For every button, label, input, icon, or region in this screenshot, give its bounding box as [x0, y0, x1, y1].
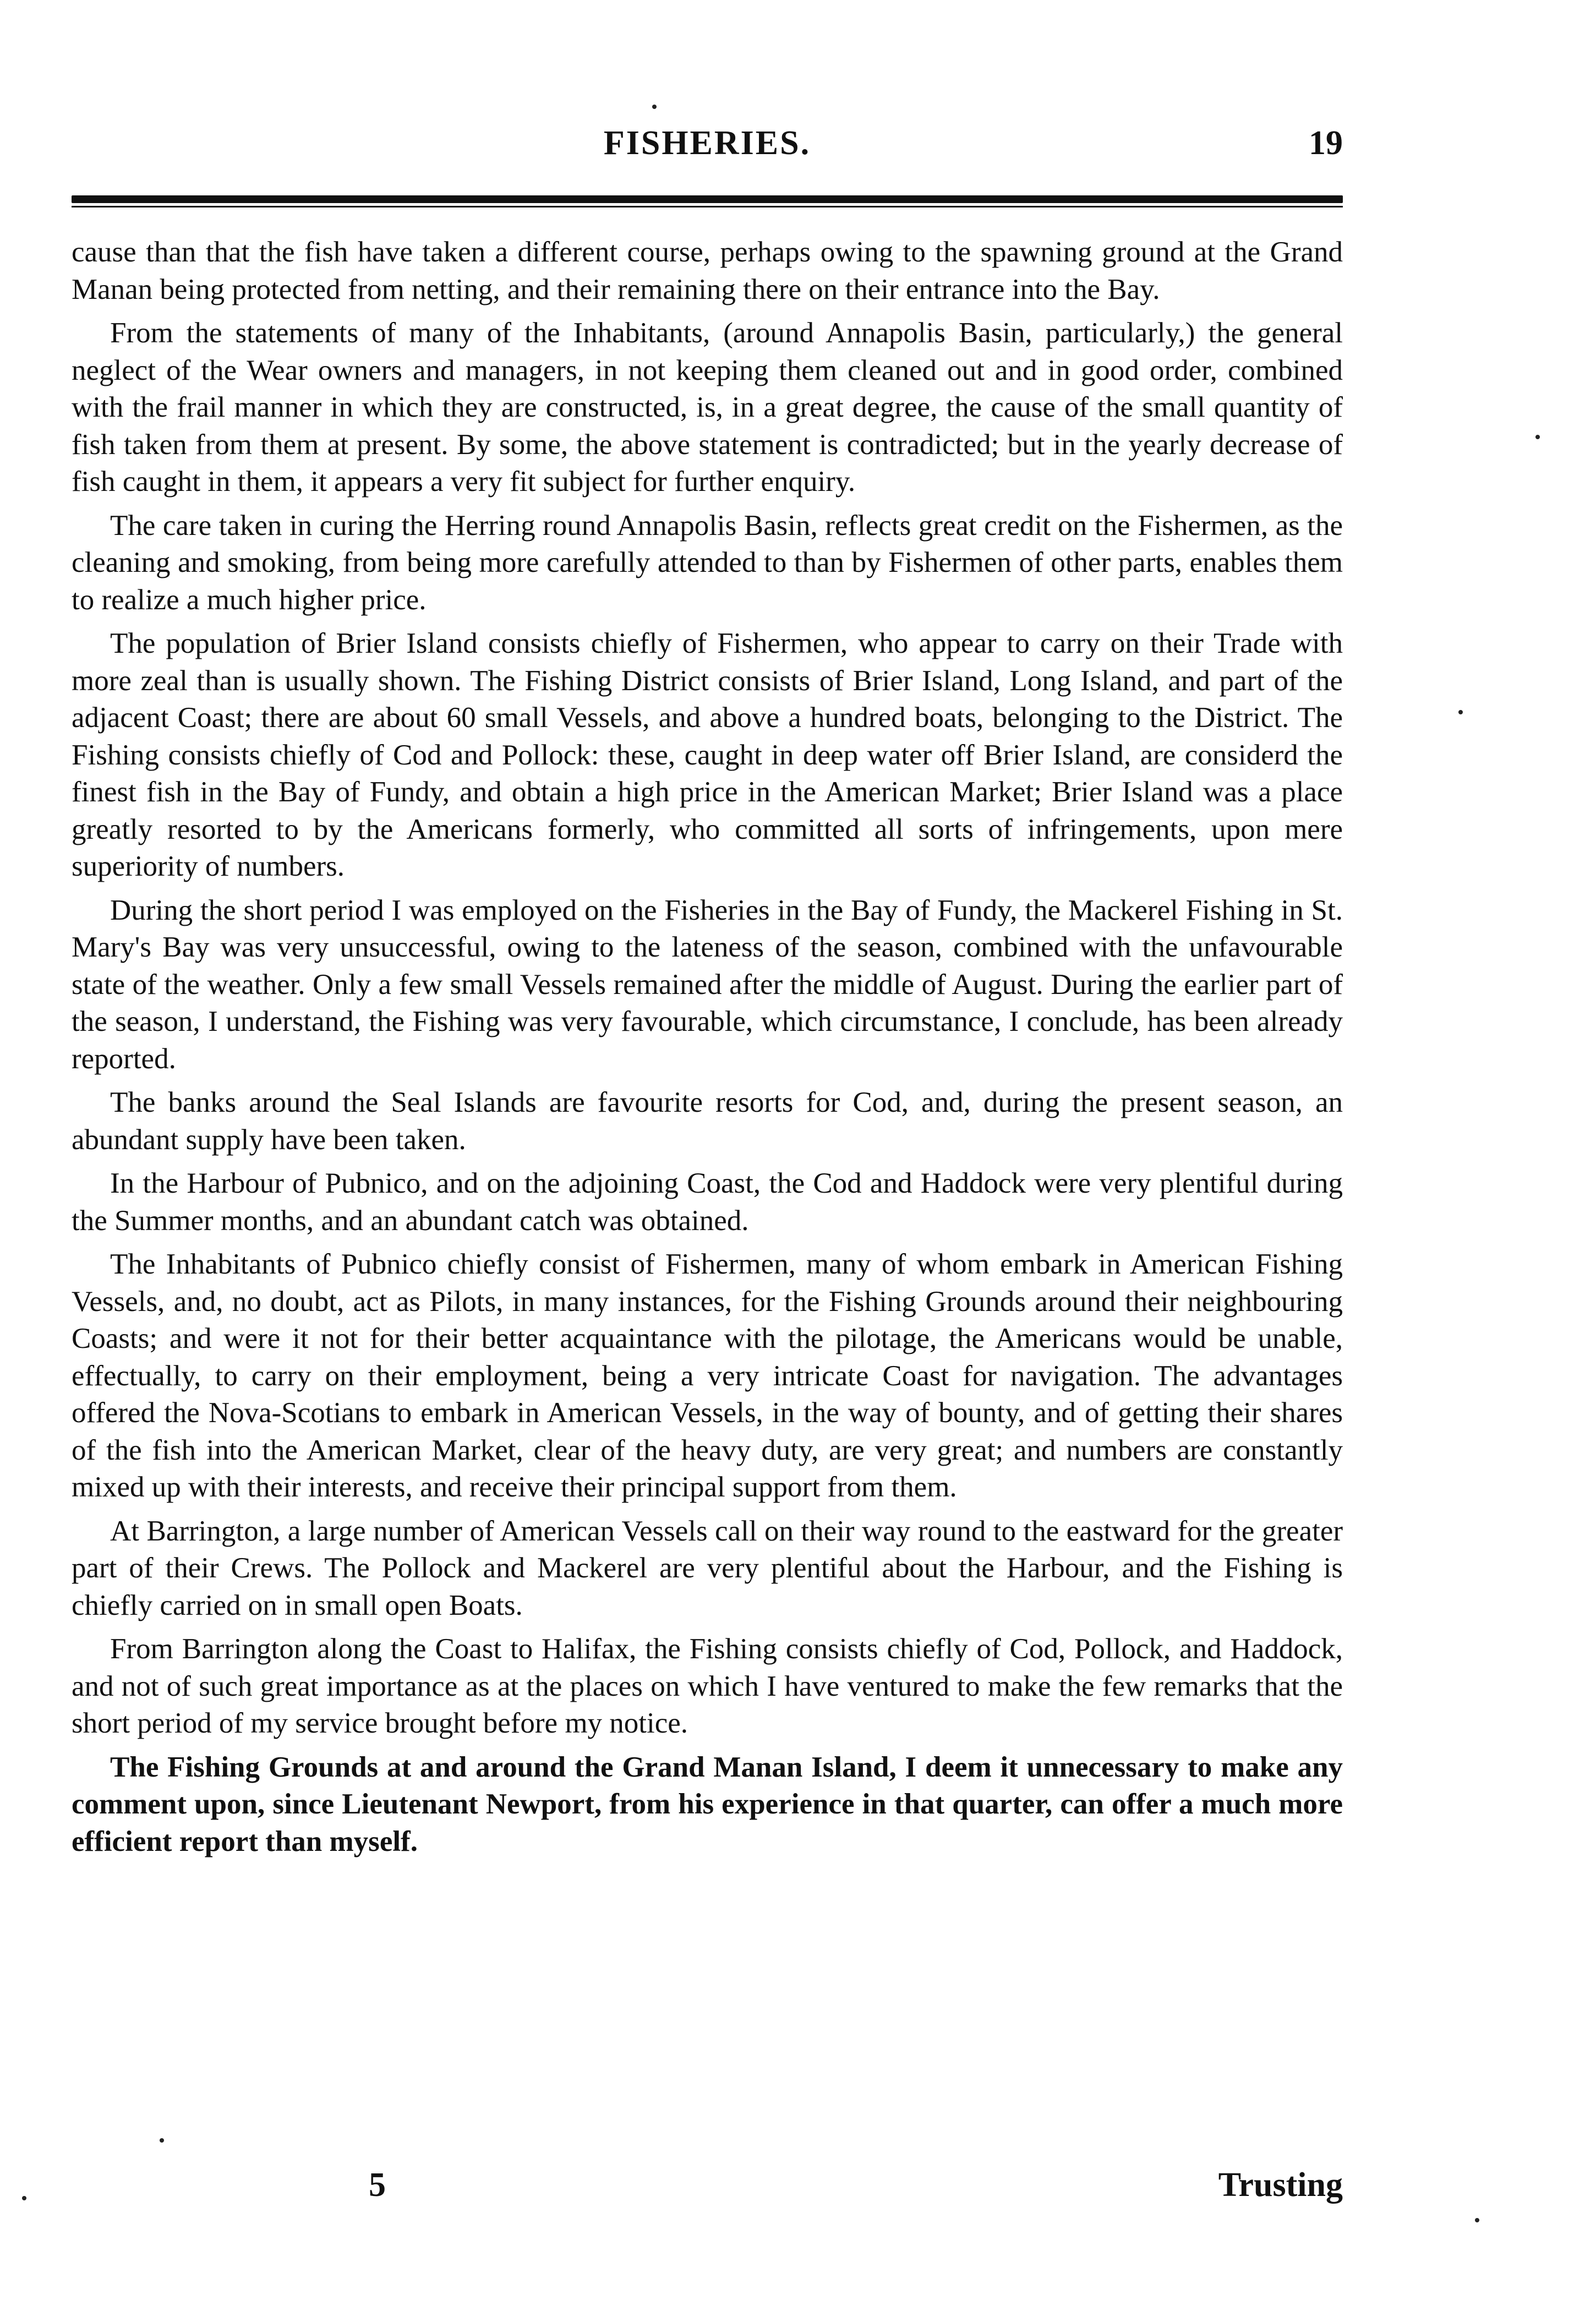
- print-speck: [1458, 710, 1463, 714]
- paragraph-pubnico-inhabitants: The Inhabitants of Pubnico chiefly consist of Fishermen, many of whom embark in American Fishing Vessels, and, no doubt, act as Pilots, in many instances, for the Fishing Grounds around their neighbouring Coasts; and were it not for their better acquaintance with the pilotage, the Americans would be unable, effectually, to carry on their employment, being a very intricate Coast for navigation. The advantages offered the Nova-Scotians to embark in American Vessels, in the way of bounty, and of getting their shares of the fish into the American Market, clear of the heavy duty, are very great; and numbers are constantly mixed up with their interests, and receive their principal support from them.: [72, 1248, 1343, 1503]
- print-speck: [22, 2196, 26, 2200]
- paragraph-barrington-to-halifax: From Barrington along the Coast to Halifax, the Fishing consists chiefly of Cod, Pollock, and Haddock, and not of such great importance as at the places on which I have ventured to make the few remarks that the short period of my service brought before my notice.: [72, 1633, 1343, 1739]
- print-speck: [652, 105, 657, 109]
- paragraph-spawning-ground: cause than that the fish have taken a different course, perhaps owing to the spawning ground at the Grand Manan being protected from netting, and their remaining there on their entrance into the Bay.: [72, 236, 1343, 305]
- paragraph-annapolis-wears: From the statements of many of the Inhabitants, (around Annapolis Basin, particularly,) the general neglect of the Wear owners and managers, in not keeping them cleaned out and in good order, combined with the frail manner in which they are constructed, is, in a great degree, the cause of the small quantity of fish taken from them at present. By some, the above statement is contradicted; but in the yearly decrease of fish caught in them, it appears a very fit subject for further enquiry.: [72, 317, 1343, 498]
- page-number: 19: [1309, 124, 1343, 162]
- paragraph-pubnico-harbour: In the Harbour of Pubnico, and on the adjoining Coast, the Cod and Haddock were very plentiful during the Summer months, and an abundant catch was obtained.: [72, 1167, 1343, 1237]
- paragraph-seal-islands: The banks around the Seal Islands are favourite resorts for Cod, and, during the present season, an abundant supply have been taken.: [72, 1086, 1343, 1156]
- catchword: Trusting: [1218, 2166, 1343, 2204]
- print-speck: [1535, 435, 1540, 439]
- paragraph-brier-island: The population of Brier Island consists chiefly of Fishermen, who appear to carry on their Trade with more zeal than is usually shown. The Fishing District consists of Brier Island, Long Island, and part of the adjacent Coast; there are about 60 small Vessels, and above a hundred boats, belonging to the District. The Fishing consists chiefly of Cod and Pollock: these, caught in deep water off Brier Island, are considerd the finest fish in the Bay of Fundy, and obtain a high price in the American Market; Brier Island was a place greatly resorted to by the Americans formerly, who committed all sorts of infringements, upon mere superiority of numbers.: [72, 627, 1343, 882]
- header-rule-thin: [72, 206, 1343, 207]
- body-text: [72, 234, 1343, 1867]
- page-footer: [72, 2166, 1343, 2210]
- paragraph-grand-manan: The Fishing Grounds at and around the Grand Manan Island, I deem it unnecessary to make any comment upon, since Lieutenant Newport, from his experience in that quarter, can offer a much more efficient report than myself.: [72, 1751, 1343, 1857]
- paragraph-barrington: At Barrington, a large number of American Vessels call on their way round to the eastward for the greater part of their Crews. The Pollock and Mackerel are very plentiful about the Harbour, and the Fishing is chiefly carried on in small open Boats.: [72, 1515, 1343, 1621]
- running-title: FISHERIES.: [603, 124, 811, 162]
- signature-mark: 5: [369, 2166, 386, 2204]
- header-rule-thick: [72, 195, 1343, 203]
- print-speck: [160, 2138, 164, 2143]
- paragraph-herring-curing: The care taken in curing the Herring round Annapolis Basin, reflects great credit on the Fishermen, as the cleaning and smoking, from being more carefully attended to than by Fishermen of other parts, enables them to realize a much higher price.: [72, 509, 1343, 616]
- paragraph-mackerel-st-marys-bay: During the short period I was employed on the Fisheries in the Bay of Fundy, the Mackerel Fishing in St. Mary's Bay was very unsuccessful, owing to the lateness of the season, combined with the unfavourable state of the weather. Only a few small Vessels remained after the middle of August. During the earlier part of the season, I understand, the Fishing was very favourable, which circumstance, I conclude, has been already reported.: [72, 894, 1343, 1075]
- running-head: [72, 124, 1343, 173]
- print-speck: [1475, 2218, 1479, 2222]
